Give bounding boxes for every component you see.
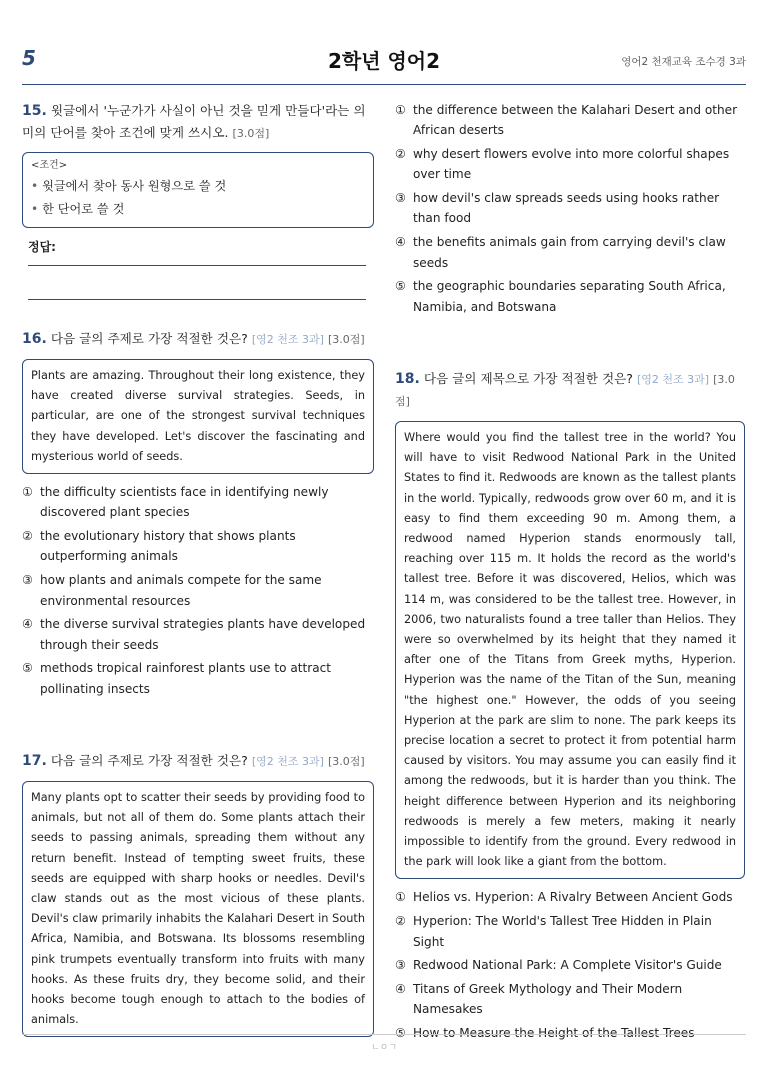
options-list bbox=[22, 482, 374, 699]
question-18-stem bbox=[395, 368, 745, 412]
question-18 bbox=[395, 368, 745, 1047]
condition-item: • 윗글에서 찾아 동사 원형으로 쓸 것 bbox=[31, 175, 365, 198]
question-text: 다음 글의 주제로 가장 적절한 것은? bbox=[50, 753, 248, 768]
option-4[interactable]: ④ the benefits animals gain from carrying devil's claw seeds bbox=[395, 235, 726, 270]
question-16 bbox=[22, 328, 374, 702]
option-1[interactable]: ① the difference between the Kalahari Desert and other African deserts bbox=[395, 103, 738, 138]
option-4[interactable]: ④ Titans of Greek Mythology and Their Modern Namesakes bbox=[395, 982, 683, 1017]
question-number: 18. bbox=[395, 371, 420, 387]
left-column bbox=[22, 100, 374, 1027]
question-17-options bbox=[395, 100, 745, 317]
option-3[interactable]: ③ Redwood National Park: A Complete Visitor's Guide bbox=[395, 958, 722, 973]
question-number: 15. bbox=[22, 103, 47, 119]
question-points: [3.0점] bbox=[232, 127, 270, 140]
option-3[interactable]: ③ how plants and animals compete for the same environmental resources bbox=[22, 573, 322, 608]
question-points: [3.0점] bbox=[395, 373, 735, 408]
answer-line[interactable] bbox=[28, 299, 366, 300]
page-subtitle: 영어2 천재교육 조수경 3과 bbox=[621, 56, 746, 68]
condition-item: • 한 단어로 쓸 것 bbox=[31, 198, 365, 221]
answer-line[interactable] bbox=[28, 265, 366, 266]
passage-box bbox=[22, 359, 374, 474]
passage-box bbox=[395, 421, 745, 879]
question-number: 16. bbox=[22, 331, 47, 347]
option-2[interactable]: ② why desert flowers evolve into more colorful shapes over time bbox=[395, 147, 730, 182]
page-title: 2학년 영어2 bbox=[327, 49, 441, 73]
question-16-stem bbox=[22, 328, 374, 350]
option-5[interactable]: ⑤ the geographic boundaries separating South Africa, Namibia, and Botswana bbox=[395, 279, 726, 314]
option-2[interactable]: ② Hyperion: The World's Tallest Tree Hidden in Plain Sight bbox=[395, 914, 712, 949]
options-list bbox=[395, 887, 745, 1043]
right-column bbox=[395, 100, 745, 1041]
passage-box bbox=[22, 781, 374, 1037]
question-points: [3.0점] bbox=[327, 755, 365, 768]
option-5[interactable]: ⑤ How to Measure the Height of the Tallest Trees bbox=[395, 1026, 695, 1041]
option-4[interactable]: ④ the diverse survival strategies plants have developed through their seeds bbox=[22, 617, 366, 652]
source-tag: [영2 천조 3과] bbox=[251, 755, 324, 768]
question-text: 다음 글의 주제로 가장 적절한 것은? bbox=[50, 331, 248, 346]
passage-text: Many plants opt to scatter their seeds by providing food to animals, but not all of them do. Some plants attach their seeds to passing animals, spreading them without any return benefit. Instead of tempting sweet fruits, these seeds are equipped with sharp hooks or needles. Devil's claw stands out as the most vicious of these plants. Devil's claw primarily inhabits the Kalahari Desert in South Africa, Namibia, and Botswana. Its blossoms resembling pink trumpets eventually transform into fruits with many hooks. As these fruits dry, they become solid, and their hooks become tough enough to attach to the bodies of animals. bbox=[31, 791, 365, 1027]
footer-divider bbox=[22, 1034, 746, 1035]
footer-page-label: ㄴㅇㄱ bbox=[370, 1043, 398, 1053]
question-17-stem bbox=[22, 750, 374, 772]
option-2[interactable]: ② the evolutionary history that shows plants outperforming animals bbox=[22, 529, 296, 564]
option-1[interactable]: ① Helios vs. Hyperion: A Rivalry Between Ancient Gods bbox=[395, 890, 733, 905]
question-15-stem bbox=[22, 100, 374, 144]
conditions-title: <조건> bbox=[31, 160, 68, 171]
option-3[interactable]: ③ how devil's claw spreads seeds using hooks rather than food bbox=[395, 191, 720, 226]
option-1[interactable]: ① the difficulty scientists face in identifying newly discovered plant species bbox=[22, 485, 329, 520]
page-number: 5 bbox=[22, 46, 36, 70]
question-text: 윗글에서 '누군가가 사실이 아닌 것을 믿게 만들다'라는 의미의 단어를 찾아 조건에 맞게 쓰시오. bbox=[22, 103, 366, 140]
source-tag: [영2 천조 3과] bbox=[251, 333, 324, 346]
answer-label: 정답: bbox=[28, 240, 56, 254]
question-17 bbox=[22, 750, 374, 1037]
conditions-box bbox=[22, 152, 374, 228]
question-number: 17. bbox=[22, 753, 47, 769]
source-tag: [영2 천조 3과] bbox=[637, 373, 710, 386]
option-5[interactable]: ⑤ methods tropical rainforest plants use to attract pollinating insects bbox=[22, 661, 331, 696]
question-text: 다음 글의 제목으로 가장 적절한 것은? bbox=[423, 371, 633, 386]
passage-text: Where would you find the tallest tree in the world? You will have to visit Redwood National Park in the United States to find it. Redwoods are known as the tallest plants in the world. Typically, redwoods grow over 60 m, and it is easy to find them exceeding 90 m. Among them, a redwood named Hyperion stands enormously tall, reaching over 115 m. It holds the record as the world's tallest tree. Before it was discovered, Helios, which was 114 m, was considered to be the tallest tree. However, in 2006, two naturalists found a tree taller than Helios. They were so overwhelmed by its height that they named it after one of the Titans from Greek myths, Hyperion. Hyperion was the name of the Titan of the Sun, meaning "the highest one." However, the odds of you seeing Hyperion at the park are slim to none. The park keeps its precise location a secret to protect it from potential harm caused by visitors. You may assume you can easily find it among the redwoods, but it is harder than you think. The height difference between Hyperion and its neighboring redwoods is merely a few meters, making it nearly impossible to identify from the ground. Every redwood in the park will look like a giant from the bottom. bbox=[404, 431, 736, 869]
passage-text: Plants are amazing. Throughout their long existence, they have created diverse survival strategies. Seeds, in particular, are one of the strongest survival techniques they have developed. Let's discover the fascinating and mysterious world of seeds. bbox=[31, 369, 365, 463]
question-15 bbox=[22, 100, 374, 300]
question-points: [3.0점] bbox=[327, 333, 365, 346]
page-header bbox=[22, 40, 746, 85]
